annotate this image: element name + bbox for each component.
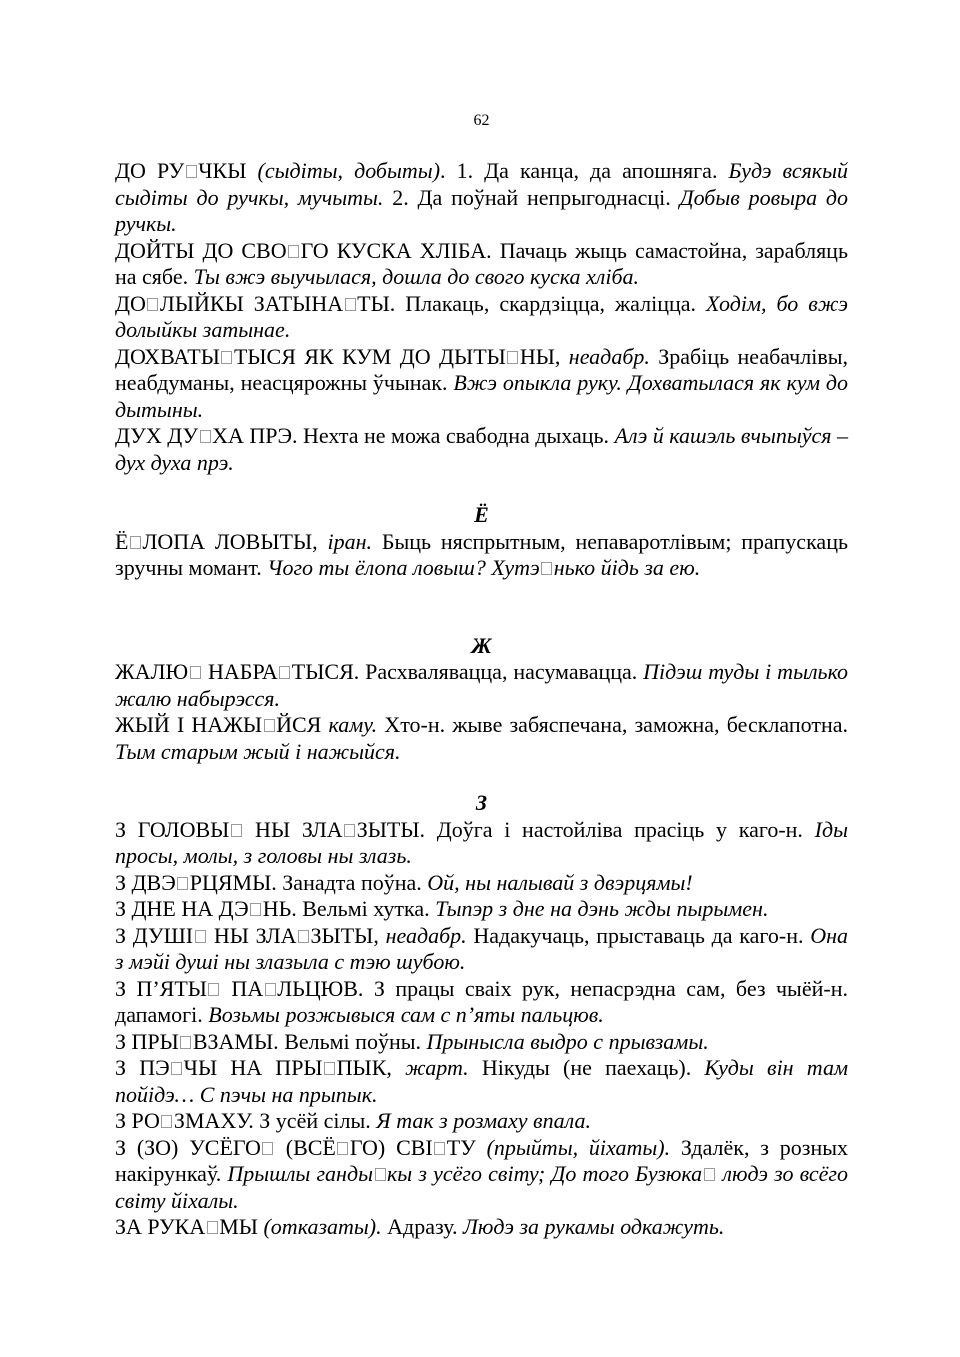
missing-glyph-box	[207, 1221, 218, 1234]
dictionary-entry	[115, 1055, 848, 1108]
missing-glyph-box	[345, 298, 356, 311]
entry-headword: ДО ЛЫЙКЫ ЗАТЫНА ТЫ.	[115, 290, 406, 316]
italic-text: Ты вжэ выучылася, дошла до свого куска хліба.	[193, 264, 640, 289]
definition-text: Хто-н. жыве забяспечана, заможна, бесклапотна.	[377, 712, 848, 737]
missing-glyph-box	[195, 930, 206, 943]
entry-headword: З ГОЛОВЫ НЫ ЗЛА ЗЫТЫ.	[115, 816, 437, 842]
dictionary-entry	[115, 817, 848, 870]
missing-glyph-box	[324, 1062, 335, 1075]
italic-text: (прыйты, йіхаты).	[486, 1134, 671, 1160]
missing-glyph-box	[231, 824, 242, 837]
missing-glyph-box	[265, 983, 276, 996]
missing-glyph-box	[190, 666, 201, 679]
entry-headword: З ДВЭ РЦЯМЫ.	[115, 869, 283, 895]
missing-glyph-box	[161, 1115, 172, 1128]
italic-text: Я так з розмаху впала.	[376, 1108, 591, 1133]
entry-headword: З ДНЕ НА ДЭ НЬ.	[115, 896, 303, 921]
definition-text: . 1. Да канца, да апошняга.	[440, 158, 729, 183]
dictionary-entry	[115, 344, 848, 424]
dictionary-entry	[115, 923, 848, 976]
dictionary-entry	[115, 291, 848, 344]
missing-glyph-box	[541, 562, 552, 575]
definition-text: 2. Да поўнай непрыгоднасці.	[383, 184, 680, 210]
italic-text: Куды він там пойідэ… С пэчы на прыпык.	[115, 1055, 848, 1107]
dictionary-entry	[115, 238, 848, 291]
missing-glyph-box	[344, 824, 355, 837]
missing-glyph-box	[262, 1142, 273, 1155]
definition-text: Здалёк, з розных накірункаў.	[115, 1134, 849, 1186]
entry-headword: Ё ЛОПА ЛОВЫТЫ,	[115, 528, 328, 554]
dictionary-entry	[115, 1029, 848, 1056]
missing-glyph-box	[171, 1062, 182, 1075]
definition-text: Зрабіць неабачлівы, неабдуманы, неасцярожны ўчынак.	[115, 343, 849, 395]
missing-glyph-box	[375, 1168, 386, 1181]
definition-text: Расхвалявацца, насумавацца.	[365, 659, 644, 684]
italic-text: жарт.	[405, 1055, 469, 1080]
definition-text: Доўга і настойліва прасіць у каго-н.	[436, 816, 815, 842]
entry-headword: ЗА РУКА МЫ	[115, 1214, 264, 1239]
entry-headword: З ДУШІ НЫ ЗЛА ЗЫТЫ,	[115, 922, 386, 948]
dictionary-entry	[115, 529, 848, 582]
entry-headword: З РО ЗМАХУ.	[115, 1108, 260, 1133]
definition-text: Вельмі поўны.	[284, 1028, 427, 1054]
missing-glyph-box	[279, 666, 290, 679]
entry-headword: З П’ЯТЫ ПА ЛЬЦЮВ.	[115, 975, 374, 1001]
italic-text: Тым старым жый і нажыйся.	[115, 738, 401, 764]
missing-glyph-box	[264, 719, 275, 732]
italic-text: (отказаты).	[263, 1214, 382, 1239]
italic-text: Підэш туды і тылько жалю набырэсся.	[115, 659, 849, 711]
definition-text: Надакучаць, прыставаць да каго-н.	[466, 922, 811, 948]
definition-text: Быць няспрытным, непаваротлівым; прапускаць зручны момант.	[115, 528, 848, 580]
entry-headword: З ПРЫ ВЗАМЫ.	[115, 1028, 285, 1054]
missing-glyph-box	[298, 930, 309, 943]
missing-glyph-box	[186, 165, 197, 178]
missing-glyph-box	[250, 903, 261, 916]
page-number: 62	[473, 112, 490, 129]
italic-text: Прынысла выдро с прывзамы.	[426, 1028, 709, 1054]
italic-text: каму.	[328, 712, 378, 737]
section-letter: З	[475, 790, 488, 815]
italic-text: Прышлы ганды кы з усёго світу; До того Бузюка людэ зо всёго світу йіхалы.	[115, 1161, 848, 1213]
dictionary-entry	[115, 659, 848, 712]
page-content	[115, 158, 848, 1241]
italic-text: (сыдіты, добыты)	[257, 158, 441, 183]
missing-glyph-box	[704, 1168, 715, 1181]
missing-glyph-box	[208, 983, 219, 996]
dictionary-entry	[115, 1108, 848, 1135]
dictionary-entry	[115, 870, 848, 897]
missing-glyph-box	[130, 536, 141, 549]
dictionary-entry	[115, 1214, 848, 1241]
entry-headword: ДОХВАТЫ ТЫСЯ ЯК КУМ ДО ДЫТЫ НЫ,	[115, 343, 569, 369]
italic-text: Будэ всякый сыдіты до ручкы, мучыты.	[115, 158, 848, 210]
dictionary-entry	[115, 1135, 848, 1215]
italic-text: неадабр.	[568, 343, 650, 369]
italic-text: Іды просы, молы, з головы ны злазь.	[115, 816, 848, 868]
definition-text: Адразу.	[381, 1214, 464, 1239]
dictionary-entry	[115, 712, 848, 765]
missing-glyph-box	[180, 1036, 191, 1049]
definition-text: З усёй сілы.	[259, 1108, 377, 1133]
entry-headword: ДОЙТЫ ДО СВО ГО КУСКА ХЛІБА.	[115, 237, 500, 263]
entry-headword: ДО РУ ЧКЫ	[115, 158, 258, 183]
italic-text: іран.	[327, 528, 372, 554]
entry-headword: ЖЫЙ І НАЖЫ ЙСЯ	[115, 712, 329, 737]
italic-text: Она з мэйі душі ны злазыла с тэю шубою.	[115, 922, 848, 974]
definition-text: Занадта поўна.	[282, 869, 428, 895]
italic-text: Алэ й кашэль вчыпыўся – дух духа прэ.	[115, 423, 849, 475]
section-letter: Ж	[471, 632, 492, 658]
italic-text: Добыв ровыра до ручкы.	[115, 184, 848, 236]
entry-headword: З ПЭ ЧЫ НА ПРЫ ПЫК,	[115, 1055, 406, 1080]
definition-text: Нікуды (не паехаць).	[468, 1055, 705, 1080]
italic-text: Чого ты ёлопа ловыш? Хутэ нько йідь за ею.	[267, 555, 701, 580]
missing-glyph-box	[288, 245, 299, 258]
italic-text: Людэ за рукамы одкажуть.	[463, 1214, 725, 1239]
definition-text: Нехта не можа свабодна дыхаць.	[303, 423, 615, 448]
entry-headword: З (ЗО) УСЁГО (ВСЁ ГО) СВІ ТУ	[115, 1134, 487, 1160]
dictionary-entry	[115, 976, 848, 1029]
missing-glyph-box	[221, 351, 232, 364]
definition-text: Вельмі хутка.	[302, 896, 436, 921]
missing-glyph-box	[337, 1142, 348, 1155]
definition-text: Пачаць жыць самастойна, зарабляць на сябе.	[115, 237, 848, 289]
missing-glyph-box	[177, 877, 188, 890]
missing-glyph-box	[200, 430, 211, 443]
definition-text: Плакаць, скардзіцца, жаліцца.	[405, 290, 707, 316]
dictionary-entry	[115, 896, 848, 923]
missing-glyph-box	[507, 351, 518, 364]
missing-glyph-box	[147, 298, 158, 311]
italic-text: Ой, ны налывай з двэрцямы!	[427, 869, 693, 895]
italic-text: Тыпэр з дне на дэнь жды пырымен.	[435, 896, 769, 921]
italic-text: Ходім, бо вжэ долыйкы затынае.	[115, 290, 849, 342]
section-letter: Ё	[474, 502, 489, 527]
italic-text: Вжэ опыкла руку. Дохватылася як кум до дытыны.	[115, 370, 849, 422]
definition-text: З працы сваіх рук, непасрэдна сам, без чыёй-н. дапамогі.	[115, 975, 848, 1027]
missing-glyph-box	[434, 1142, 445, 1155]
entry-headword: ДУХ ДУ ХА ПРЭ.	[115, 423, 304, 448]
dictionary-entry	[115, 158, 848, 238]
italic-text: неадабр.	[385, 922, 467, 948]
italic-text: Возьмы розжывыся сам с п’яты пальцюв.	[208, 1002, 604, 1027]
entry-headword: ЖАЛЮ НАБРА ТЫСЯ.	[115, 659, 366, 684]
dictionary-entry	[115, 423, 848, 476]
